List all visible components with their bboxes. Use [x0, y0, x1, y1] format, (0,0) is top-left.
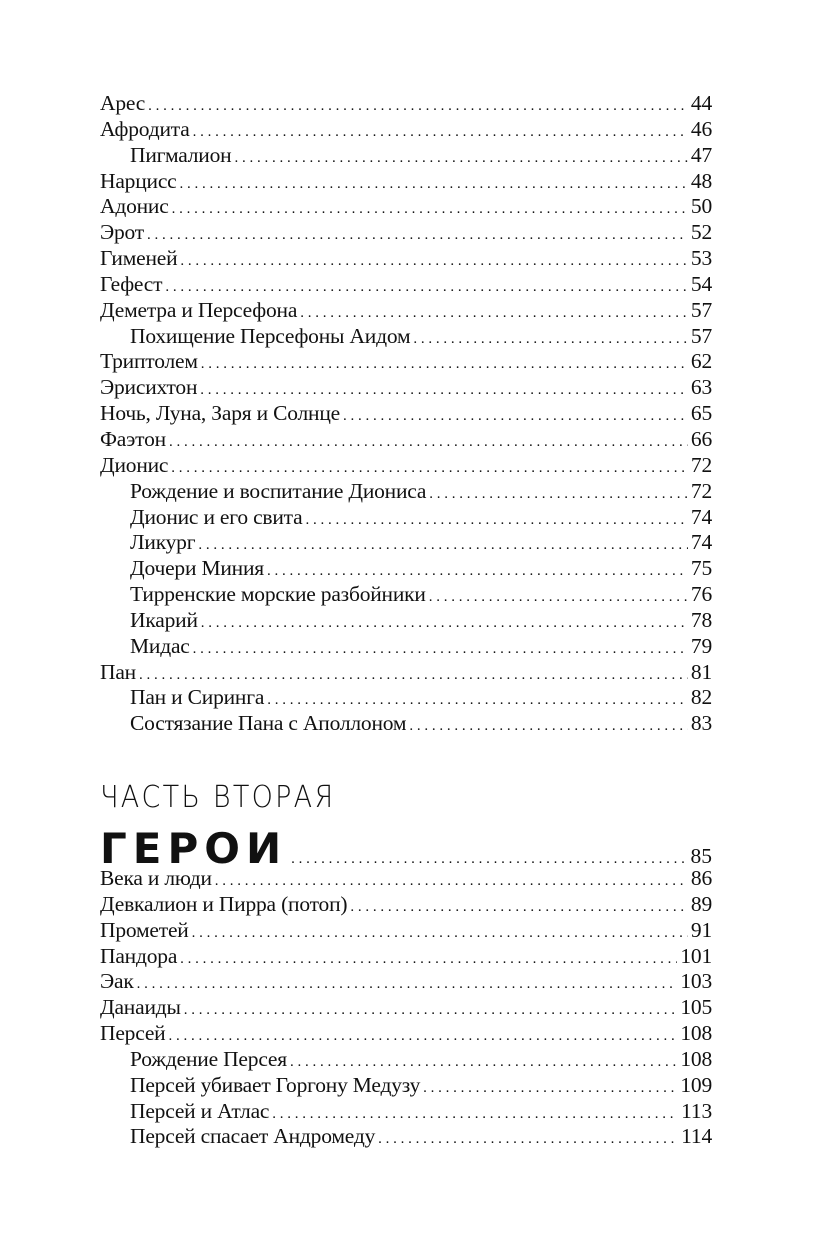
toc-entry[interactable]: [100, 220, 712, 246]
toc-entry-page: 50: [690, 194, 712, 219]
dot-leader: [350, 892, 688, 921]
toc-entry-page: 62: [690, 349, 712, 374]
toc-entry-title: Рождение Персея: [130, 1046, 287, 1071]
dot-leader: [413, 324, 688, 353]
toc-subentry[interactable]: [100, 324, 712, 350]
toc-entry-title: Мидас: [130, 633, 190, 658]
toc-entry-title: Пандора: [100, 943, 178, 968]
toc-entry[interactable]: [100, 995, 712, 1021]
dot-leader: [147, 220, 688, 249]
toc-entry-title: Тирренские морские разбойники: [130, 582, 426, 607]
dot-leader: [193, 117, 688, 146]
toc-subentry[interactable]: [100, 530, 712, 556]
dot-leader: [423, 1073, 677, 1102]
toc-entry-title: Эрисихтон: [100, 375, 198, 400]
toc-entry[interactable]: [100, 375, 712, 401]
toc-entry-title: Икарий: [130, 607, 198, 632]
toc-subentry[interactable]: [100, 143, 712, 169]
toc-entry-page: 103: [680, 969, 712, 994]
toc-subentry[interactable]: [100, 608, 712, 634]
toc-subentry[interactable]: [100, 1073, 712, 1099]
dot-leader: [272, 1099, 678, 1128]
toc-entry-page: 109: [680, 1072, 712, 1097]
toc-entry-title: Гефест: [100, 271, 163, 296]
toc-entry-title: Афродита: [100, 116, 190, 141]
toc-entry[interactable]: [100, 866, 712, 892]
dot-leader: [215, 866, 688, 895]
dot-leader: [429, 582, 688, 611]
toc-entry-title: Состязание Пана с Аполлоном: [130, 711, 407, 736]
toc-entry-title: Пан: [100, 659, 136, 684]
toc-entry-title: Нарцисс: [100, 168, 177, 193]
toc-entry-page: 57: [690, 323, 712, 348]
toc-entry-title: Дочери Миния: [130, 556, 264, 581]
toc-subentry[interactable]: [100, 711, 712, 737]
toc-entry[interactable]: [100, 349, 712, 375]
dot-leader: [343, 401, 688, 430]
toc-entry-title: Эак: [100, 969, 134, 994]
toc-entry-title: Деметра и Персефона: [100, 297, 298, 322]
toc-entry-page: 44: [690, 91, 712, 115]
toc-entry-page: 47: [690, 142, 712, 167]
toc-subentry[interactable]: [100, 1047, 712, 1073]
toc-entry-page: 78: [690, 607, 712, 632]
toc-entry-page: 75: [690, 556, 712, 581]
dot-leader: [172, 194, 688, 223]
dot-leader: [180, 944, 677, 973]
toc-entry-page: 54: [690, 271, 712, 296]
dot-leader: [139, 660, 688, 689]
toc-entry[interactable]: [100, 892, 712, 918]
toc-entry[interactable]: [100, 91, 712, 117]
toc-entry[interactable]: [100, 944, 712, 970]
dot-leader: [267, 556, 688, 585]
toc-entry[interactable]: [100, 117, 712, 143]
toc-entry-title: Прометей: [100, 917, 189, 942]
toc-entry-title: Триптолем: [100, 349, 198, 374]
toc-entry-title: Пигмалион: [130, 142, 232, 167]
toc-entry-page: 72: [690, 452, 712, 477]
dot-leader: [137, 969, 678, 998]
toc-entry-page: 48: [690, 168, 712, 193]
toc-entry-page: 57: [690, 297, 712, 322]
toc-entry-title: Гименей: [100, 246, 178, 271]
toc-entry-title: Похищение Персефоны Аидом: [130, 323, 411, 348]
part-two-label: ЧАСТЬ ВТОРАЯ: [100, 780, 336, 815]
toc-entry-page: 53: [690, 246, 712, 271]
dot-leader: [184, 995, 678, 1024]
toc-entry-title: Дионис: [100, 452, 169, 477]
toc-entry-title: Века и люди: [100, 866, 212, 890]
toc-entry-page: 74: [690, 504, 712, 529]
dot-leader: [429, 479, 688, 508]
dot-leader: [168, 1021, 677, 1050]
toc-entry[interactable]: [100, 298, 712, 324]
toc-entry-title: Девкалион и Пирра (потоп): [100, 891, 348, 916]
toc-subentry[interactable]: [100, 634, 712, 660]
toc-entry-title: Персей: [100, 1021, 166, 1046]
toc-entry-title: Ночь, Луна, Заря и Солнце: [100, 401, 340, 426]
toc-subentry[interactable]: [100, 505, 712, 531]
dot-leader: [180, 169, 688, 198]
dot-leader: [305, 505, 687, 534]
dot-leader: [180, 246, 687, 275]
toc-entry-title: Рождение и воспитание Диониса: [130, 478, 427, 503]
toc-entry-page: 105: [680, 995, 712, 1020]
toc-entry-page: 86: [690, 866, 712, 890]
toc-entry-page: 81: [690, 659, 712, 684]
toc-entry-title: Адонис: [100, 194, 169, 219]
toc-entry-page: 113: [681, 1098, 712, 1123]
toc-entry-page: 101: [680, 943, 712, 968]
dot-leader: [234, 143, 687, 172]
toc-subentry[interactable]: [100, 582, 712, 608]
toc-list-part-one: [100, 91, 712, 737]
toc-entry-page: 66: [690, 426, 712, 451]
toc-entry[interactable]: [100, 918, 712, 944]
dot-leader: [300, 298, 688, 327]
toc-entry-page: 83: [690, 711, 712, 736]
toc-entry-page: 85: [690, 844, 712, 868]
toc-entry-page: 52: [690, 220, 712, 245]
toc-entry[interactable]: [100, 427, 712, 453]
toc-entry[interactable]: [100, 1021, 712, 1047]
toc-entry-page: 76: [690, 582, 712, 607]
dot-leader: [409, 711, 688, 740]
toc-entry-page: 65: [690, 401, 712, 426]
dot-leader: [201, 349, 688, 378]
toc-entry-title: Данаиды: [100, 995, 181, 1020]
toc-entry-title: Фаэтон: [100, 426, 166, 451]
toc-entry-page: 82: [690, 685, 712, 710]
dot-leader: [200, 375, 688, 404]
dot-leader: [148, 91, 688, 120]
toc-entry[interactable]: [100, 401, 712, 427]
toc-entry-page: 63: [690, 375, 712, 400]
dot-leader: [171, 453, 688, 482]
dot-leader: [290, 1047, 677, 1076]
dot-leader: [267, 685, 688, 714]
toc-entry-title: Персей и Атлас: [130, 1098, 270, 1123]
toc-entry-title: Персей убивает Горгону Медузу: [130, 1072, 421, 1097]
toc-entry-page: 114: [681, 1124, 712, 1149]
toc-subentry[interactable]: [100, 556, 712, 582]
dot-leader: [165, 272, 688, 301]
toc-entry-title: Арес: [100, 91, 146, 115]
dot-leader: [201, 608, 688, 637]
toc-subentry[interactable]: [100, 479, 712, 505]
dot-leader: [169, 427, 688, 456]
toc-subentry[interactable]: [100, 685, 712, 711]
toc-entry-page: 91: [690, 917, 712, 942]
toc-entry-page: 74: [690, 530, 712, 555]
toc-entry-title: Пан и Сиринга: [130, 685, 265, 710]
toc-subentry[interactable]: [100, 1099, 712, 1125]
toc-entry[interactable]: [100, 194, 712, 220]
toc-entry-page: 79: [690, 633, 712, 658]
part-two-title: ГЕРОИ: [100, 824, 288, 873]
toc-entry[interactable]: [100, 272, 712, 298]
toc-entry[interactable]: [100, 453, 712, 479]
toc-entry-title: Ликург: [130, 530, 196, 555]
toc-entry[interactable]: [100, 246, 712, 272]
toc-entry-title: Эрот: [100, 220, 145, 245]
toc-entry-title: Персей спасает Андромеду: [130, 1124, 376, 1149]
toc-entry[interactable]: [100, 169, 712, 195]
toc-entry-page: 72: [690, 478, 712, 503]
toc-entry[interactable]: [100, 660, 712, 686]
toc-entry-page: 46: [690, 116, 712, 141]
dot-leader: [193, 634, 688, 663]
toc-entry[interactable]: [100, 969, 712, 995]
toc-entry-page: 108: [680, 1021, 712, 1046]
dot-leader: [378, 1124, 678, 1153]
toc-subentry[interactable]: [100, 1124, 712, 1150]
toc-entry-page: 89: [690, 891, 712, 916]
toc-entry-title: Дионис и его свита: [130, 504, 303, 529]
toc-entry-page: 108: [680, 1046, 712, 1071]
toc-list-part-two: [100, 866, 712, 1150]
dot-leader: [198, 530, 688, 559]
dot-leader: [192, 918, 688, 947]
